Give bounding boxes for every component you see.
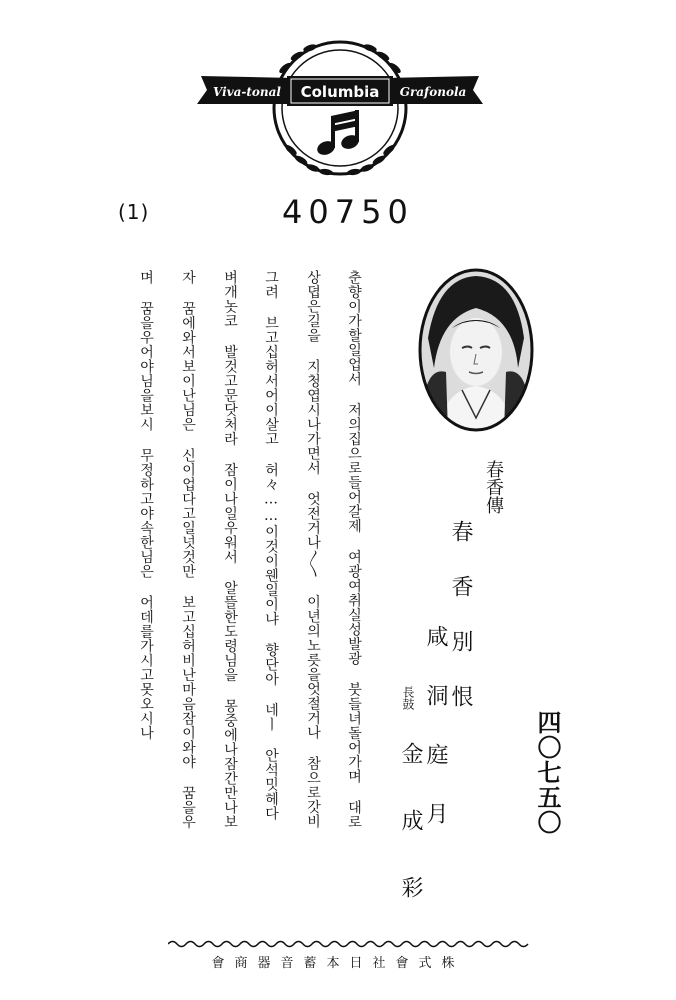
lyric-line: 그려 브고십허서어이살고 허々……이것이웬일이냐 향단아 네ㅣ 안석밋헤다	[263, 270, 279, 821]
logo-right-text: Grafonola	[399, 85, 467, 99]
drum-role-label: 長鼓	[401, 686, 415, 710]
logo-center-text: Columbia	[300, 83, 380, 101]
side-label: (1)	[118, 200, 150, 224]
wavy-divider	[168, 934, 530, 944]
lyric-line: 벼개놋코 발것고문닷처라 잠이나일우워서 알뜰한도령님을 몽중에나잠간만나보	[222, 270, 238, 829]
song-title: 春 香 別 恨	[448, 520, 473, 711]
singer-name: 咸 洞 庭 月	[423, 625, 448, 830]
columbia-logo-graphic	[195, 38, 485, 178]
publisher-footer	[0, 952, 676, 971]
logo-left-text: Viva-tonal	[213, 85, 281, 99]
lyric-line: 자 꿈에와서보이난님은 신이업다고일넛것만 보고십허비난마음잠이와야 꿈을우	[180, 270, 196, 829]
catalog-number-vertical: 四〇七五〇	[533, 710, 562, 835]
lyric-line: 며 꿈을우어야님을보시 무정하고야속한님은 어데를가시고못오시나	[138, 270, 154, 740]
publisher-name: 株式會社日本蓄音器商會	[211, 956, 465, 971]
lyric-line: 상뎝은길을 지청엽시나가면서 엇전거나〳〵 이년의노릇을엇절거나 참으로갓비	[305, 270, 321, 829]
singer-portrait	[418, 268, 534, 432]
lyric-line: 춘향이가할일업서 저의집으로들어갈제 여광여취실성발광 붓들녀돌어가며 대로	[346, 270, 362, 829]
catalog-number: 40750	[282, 193, 414, 231]
series-name: 春香傳	[483, 460, 504, 514]
columbia-logo	[195, 38, 485, 178]
music-note-icon	[315, 110, 360, 157]
drummer-name: 金 成 彩	[398, 742, 423, 908]
